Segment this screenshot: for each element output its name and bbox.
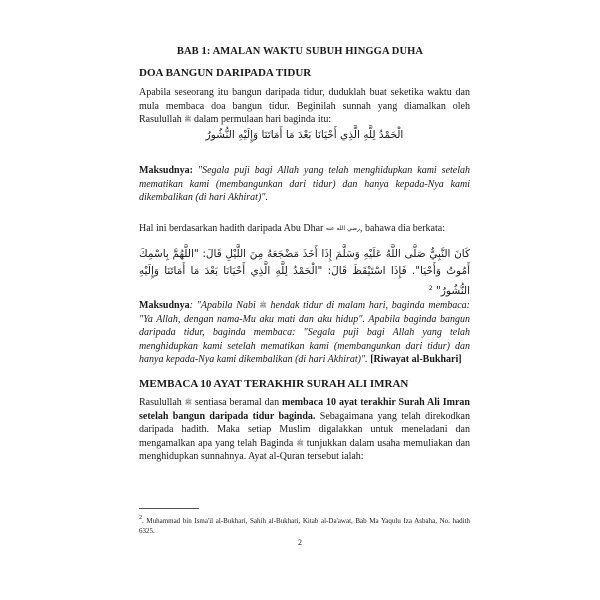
- footnote-divider: [139, 508, 199, 509]
- chapter-title: BAB 1: AMALAN WAKTU SUBUH HINGGA DUHA: [176, 46, 424, 57]
- section-heading-doa-bangun: DOA BANGUN DARIPADA TIDUR: [139, 67, 312, 79]
- salawat-glyph: ﷺ: [184, 399, 192, 406]
- maksud2-paragraph: Maksudnya: "Apabila Nabi ﷺ hendak tidur di malam hari, baginda membaca: "Ya Allah, dengan nama-Mu aku mati dan aku hidup". Apabila baginda bangun daripada tidur, baginda membaca: "Segala puji bagi Allah yang telah menghidupkan kami setelah mematikan kami (membangunkan dari tidur) dan hanya kepada-Nya kami dikembalikan (di hari Akhirat)". [Riwayat al-Bukhari]: [139, 300, 470, 365]
- radiallahu-glyph: رضي الله عنه: [325, 225, 361, 232]
- footnote: 2. Muhammad bin Isma'il al-Bukhari, Sahih al-Bukhari, Kitab al-Da'awat, Bab Ma Yaqulu Iza Asbaha, No. hadith 6325.: [139, 515, 470, 535]
- page-number: 2: [298, 538, 302, 547]
- salawat-glyph: ﷺ: [184, 116, 192, 123]
- section-heading-ali-imran: MEMBACA 10 AYAT TERAKHIR SURAH ALI IMRAN: [139, 378, 409, 390]
- dua-arabic-text: الْحَمْدُ لِلَّهِ الَّذِي أَحْيَانَا بَعْدَ مَا أَمَاتَنَا وَإِلَيْهِ النُّشُورُ: [205, 129, 404, 141]
- ali-imran-paragraph: Rasulullah ﷺ sentiasa beramal dan membaca 10 ayat terakhir Surah Ali Imran setelah bangun daripada tidur baginda. Sebagaimana yang telah direkodkan daripada hadith. Maka setiap Muslim digalakkan untuk meneladani dan mengamalkan apa yang telah Baginda ﷺ tunjukkan dalam usaha memuliakan dan menghidupkan sunnahnya. Ayat al-Quran tersebut ialah:: [139, 397, 471, 462]
- salawat-glyph: ﷺ: [259, 302, 267, 309]
- footnote-ref: 2: [428, 285, 433, 292]
- salawat-glyph: ﷺ: [296, 439, 304, 447]
- hadith-intro-paragraph: Hal ini berdasarkan hadith daripada Abu Dhar رضي الله عنه, bahawa dia berkata:: [139, 223, 445, 234]
- hadith-arabic-text: كَانَ النَّبِيُّ صَلَّى اللَّهُ عَلَيْهِ وَسَلَّمَ إِذَا أَخَذَ مَضْجَعَهُ مِنَ اللَّيْلِ قَالَ: "اللَّهُمَّ بِاسْمِكَ أَمُوتُ وَأَحْيَا". فَإِذَا اسْتَيْقَظَ قَالَ: "الْحَمْدُ لِلَّهِ الَّذِي أَحْيَانَا بَعْدَ مَا أَمَاتَنَا وَإِلَيْهِ النُّشُورُ" $^2$: [139, 248, 470, 297]
- intro-paragraph: Apabila seseorang itu bangun daripada tidur, duduklah buat seketika waktu dan mula membaca doa bangun tidur. Beginilah sunnah yang diamalkan oleh Rasulullah ﷺ dalam permulaan hari baginda itu:: [139, 87, 470, 125]
- maksud-paragraph: Maksudnya: "Segala puji bagi Allah yang telah menghidupkan kami setelah mematikan kami (membangunkan dari tidur) dan hanya kepada-Nya kami dikembalikan (di hari Akhirat)".: [139, 165, 470, 203]
